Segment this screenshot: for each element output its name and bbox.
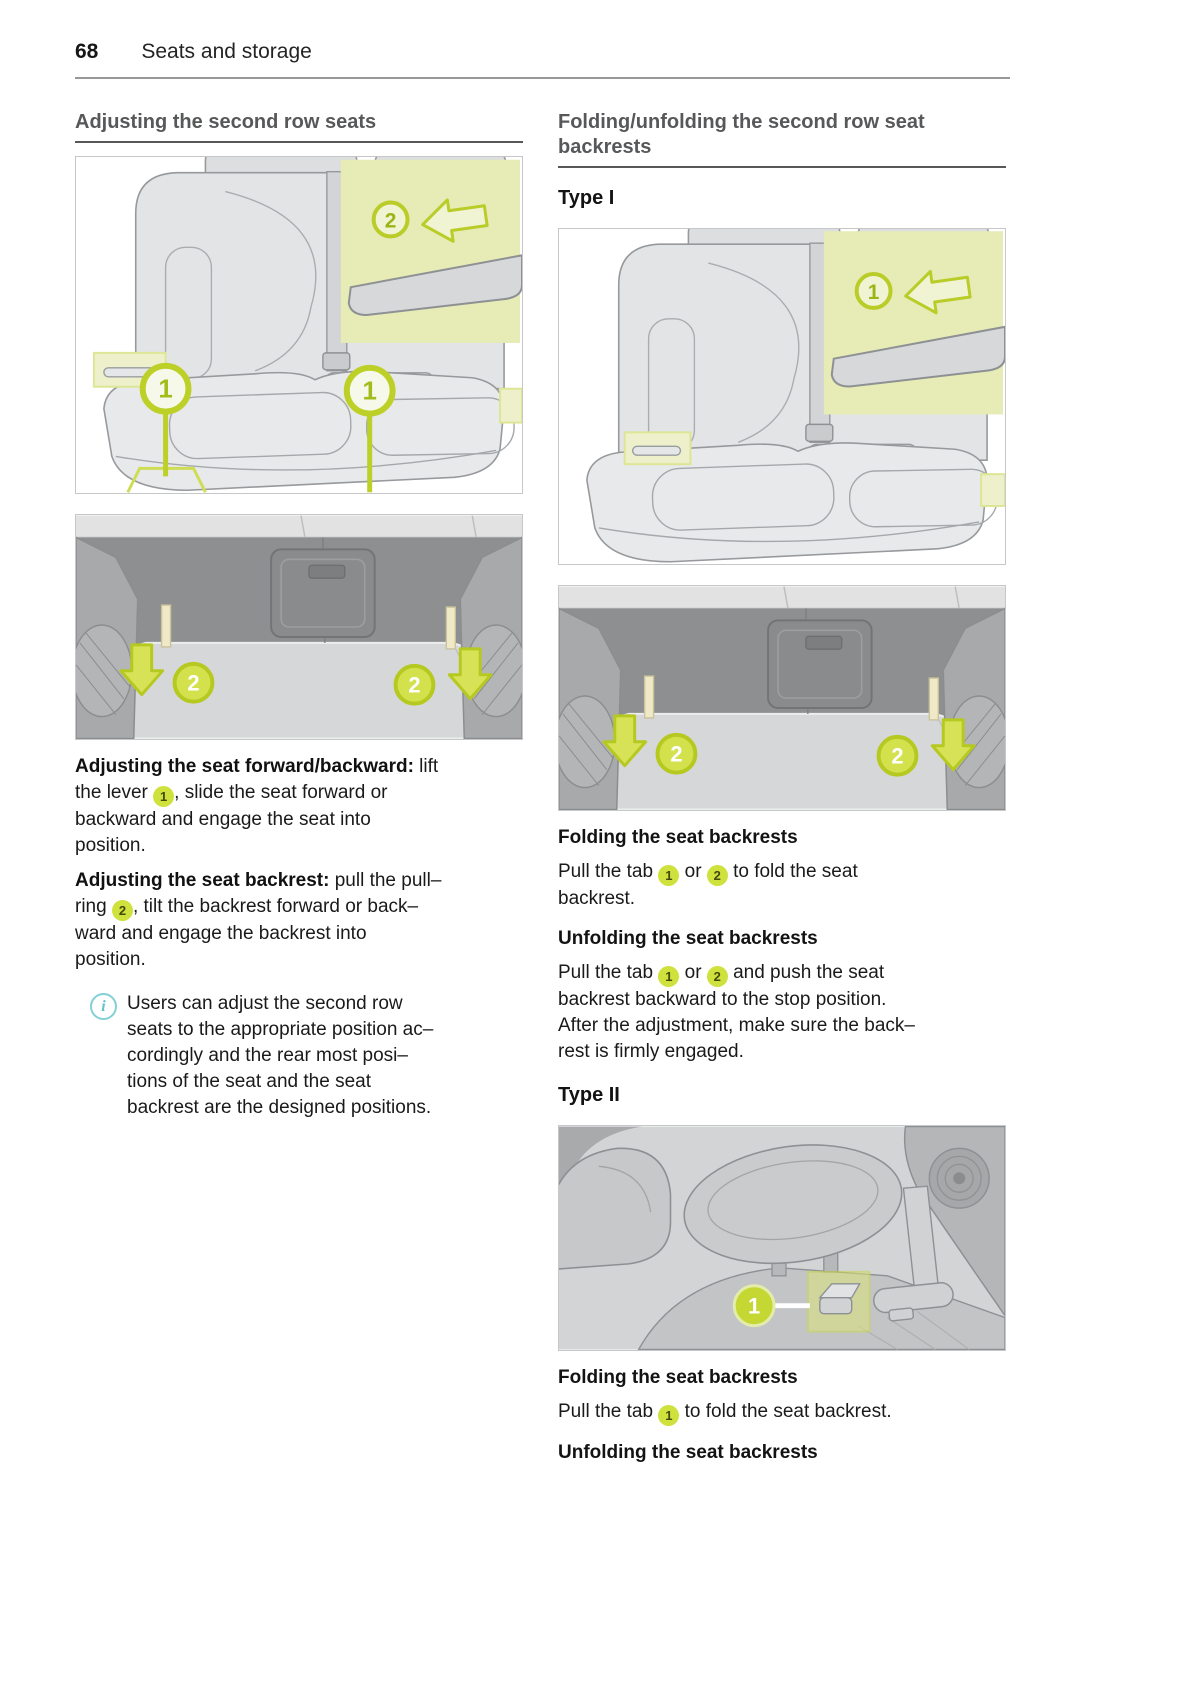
figure-seat-type1 bbox=[558, 228, 1006, 565]
section-heading-adjusting: Adjusting the second row seats bbox=[75, 110, 523, 143]
type1-label: Type I bbox=[558, 187, 615, 209]
trunk-drawing bbox=[76, 516, 522, 739]
inline-marker-2: 2 bbox=[707, 865, 728, 886]
fold-tab-left bbox=[162, 605, 171, 647]
type2-illustration bbox=[559, 1126, 1005, 1350]
callout-marker-number: 1 bbox=[867, 280, 880, 304]
svg-text:2: 2 bbox=[408, 672, 421, 698]
type2-label: Type II bbox=[558, 1084, 620, 1106]
svg-text:2: 2 bbox=[891, 743, 904, 769]
interior-drawing bbox=[559, 1127, 1005, 1350]
figure-trunk-right bbox=[558, 585, 1006, 811]
callout-marker-number: 2 bbox=[384, 209, 397, 233]
svg-text:1: 1 bbox=[748, 1293, 761, 1319]
fold2-paragraph: Pull the tab 1 to fold the seat backrest. bbox=[558, 1399, 1006, 1426]
unfold1-heading: Unfolding the seat backrests bbox=[558, 928, 818, 949]
tab-highlight-right bbox=[981, 474, 1005, 506]
svg-text:2: 2 bbox=[187, 670, 200, 696]
figure-seat-adjust bbox=[75, 156, 523, 494]
trunk-marker-b bbox=[396, 666, 434, 704]
fold-tab-left bbox=[645, 676, 654, 718]
tab-highlight-right bbox=[500, 389, 522, 423]
trunk-marker-a bbox=[658, 735, 696, 773]
fold1-paragraph: Pull the tab 1 or 2 to fold the seat backrest. bbox=[558, 861, 858, 909]
fold-tab-right bbox=[929, 678, 938, 720]
svg-text:2: 2 bbox=[670, 741, 683, 767]
info-icon: i bbox=[90, 993, 117, 1020]
adjust-forward-paragraph: Adjusting the seat forward/backward: lift the lever 1 , slide the seat forward or backward and engage the seat into position. bbox=[75, 756, 439, 856]
svg-text:1: 1 bbox=[158, 375, 173, 404]
pullring-callout bbox=[341, 160, 522, 343]
trunk-illustration bbox=[76, 515, 522, 739]
tab-callout bbox=[824, 231, 1005, 414]
figure-trunk-left bbox=[75, 514, 523, 740]
center-hatch bbox=[768, 620, 872, 708]
fold-tab-right bbox=[446, 607, 455, 649]
page-number: 68 bbox=[75, 40, 99, 63]
seat-adjust-illustration bbox=[76, 157, 522, 493]
type2-marker bbox=[734, 1286, 774, 1326]
inline-marker-1: 1 bbox=[658, 1405, 679, 1426]
fold1-heading: Folding the seat backrests bbox=[558, 827, 798, 848]
inline-marker-1: 1 bbox=[153, 786, 174, 807]
trunk-marker-a bbox=[175, 664, 213, 702]
inline-marker-1: 1 bbox=[658, 865, 679, 886]
inline-marker-1: 1 bbox=[658, 966, 679, 987]
inline-marker-2: 2 bbox=[112, 900, 133, 921]
trunk-illustration bbox=[559, 586, 1005, 810]
left-column bbox=[75, 110, 523, 1121]
seat-type1-illustration bbox=[559, 229, 1005, 564]
fold2-heading: Folding the seat backrests bbox=[558, 1367, 798, 1388]
inline-marker-2: 2 bbox=[707, 966, 728, 987]
info-note: i Users can adjust the second row seats to the appropriate position ac– cordingly and the rear most posi– tions of the seat and the seat backrest are the designed positions. bbox=[75, 991, 523, 1121]
right-column bbox=[558, 110, 1006, 1465]
section-heading-folding: Folding/unfolding the second row seat backrests bbox=[558, 110, 1006, 168]
figure-type2 bbox=[558, 1125, 1006, 1351]
tab-left bbox=[633, 446, 681, 455]
unfold2-heading: Unfolding the seat backrests bbox=[558, 1442, 818, 1463]
unfold1-paragraph: Pull the tab 1 or 2 and push the seat backrest backward to the stop position. After the adjustment, make sure the back– rest is firmly engaged. bbox=[558, 962, 915, 1062]
left-headrest bbox=[559, 1148, 671, 1270]
trunk-drawing bbox=[559, 587, 1005, 810]
adjust-backrest-paragraph: Adjusting the seat backrest: pull the pull– ring 2 , tilt the backrest forward or back– ward and engage the backrest into position. bbox=[75, 870, 442, 970]
svg-text:1: 1 bbox=[362, 377, 377, 406]
center-hatch bbox=[271, 549, 375, 637]
page-title: Seats and storage bbox=[141, 40, 312, 63]
trunk-marker-b bbox=[879, 737, 917, 775]
page-header bbox=[75, 40, 1010, 79]
